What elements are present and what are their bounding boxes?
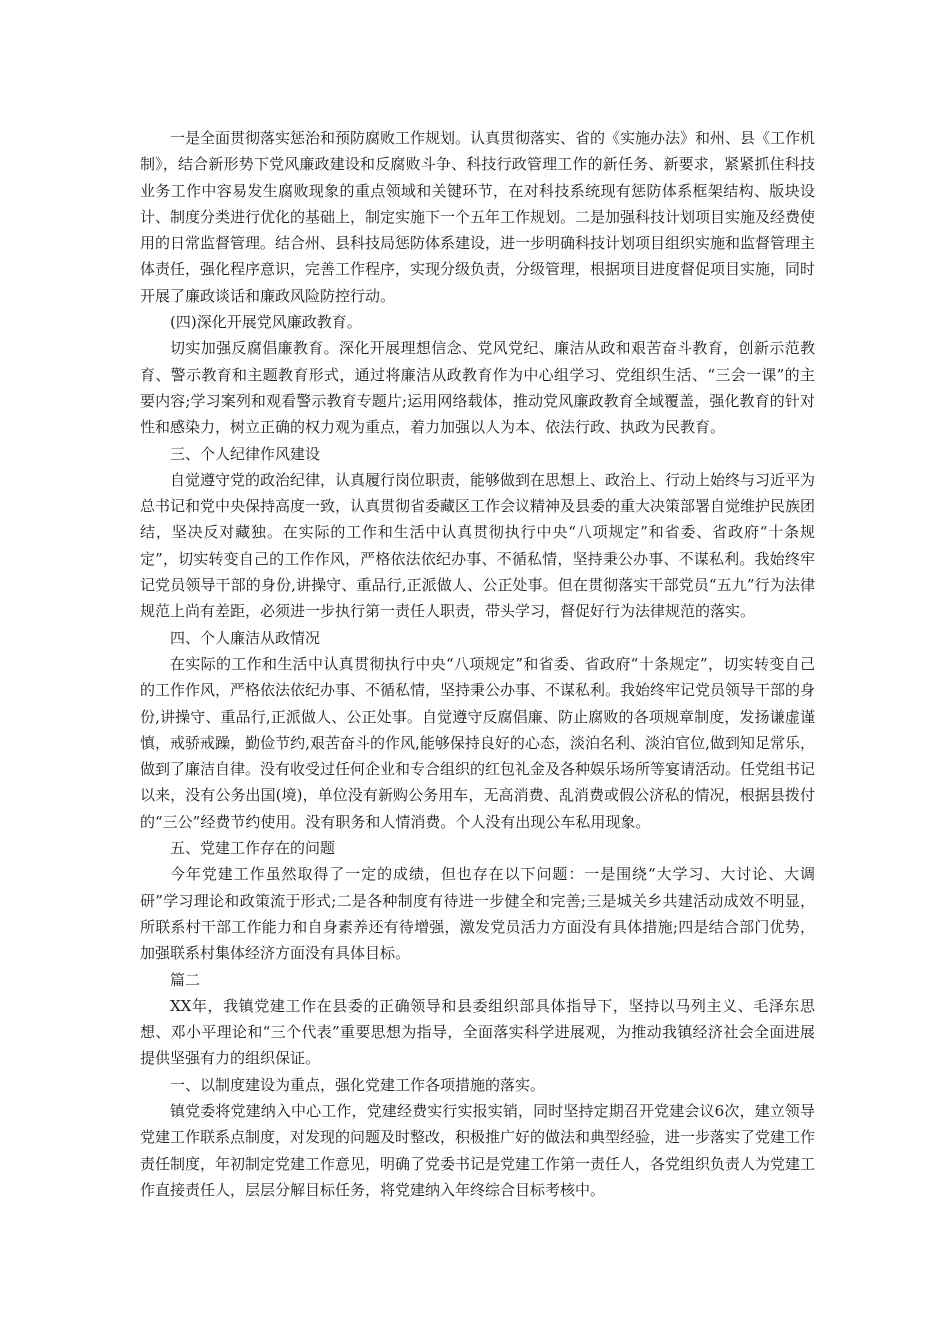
section-heading-1: 一、以制度建设为重点，强化党建工作各项措施的落实。 [170,1075,546,1094]
section-heading-4: (四)深化开展党风廉政教育。 [170,313,362,332]
section-heading-5: 五、党建工作存在的问题 [170,839,336,858]
paragraph-5: 今年党建工作虽然取得了一定的成绩，但也存在以下问题：一是围绕“大学习、大讨论、大调研”学习理论和政策流于形式;二是各种制度有待进一步健全和完善;三是城关乡共建活动成效不明显，所联系村干部工作能力和自身素养还有待增强，激发党员活力方面没有具体措施;四是结合部门优势，加强联系村集体经济方面没有具体目标。 [140,865,815,963]
paragraph-3: 自觉遵守党的政治纪律，认真履行岗位职责，能够做到在思想上、政治上、行动上始终与习近平为总书记和党中央保持高度一致，认真贯彻省委藏区工作会议精神及县委的重大决策部署自觉维护民族团结，坚决反对藏独。在实际的工作和生活中认真贯彻执行中央“八项规定”和省委、省政府“十条规定”，切实转变自己的工作作风，严格依法依纪办事、不循私情，坚持秉公办事、不谋私利。我始终牢记党员领导干部的身份,讲操守、重品行,正派做人、公正处事。但在贯彻落实干部党员“五九”行为法律规范上尚有差距，必须进一步执行第一责任人职责，带头学习，督促好行为法律规范的落实。 [140,470,816,621]
paragraph-4: 在实际的工作和生活中认真贯彻执行中央“八项规定”和省委、省政府“十条规定”，切实转变自己的工作作风，严格依法依纪办事、不循私情，坚持秉公办事、不谋私利。我始终牢记党员领导干部的身份,讲操守、重品行,正派做人、公正处事。自觉遵守反腐倡廉、防止腐败的各项规章制度，发扬谦虚谨慎，戒骄戒躁，勤俭节约,艰苦奋斗的作风,能够保持良好的心态，淡泊名利、淡泊官位,做到知足常乐，做到了廉洁自律。没有收受过任何企业和专合组织的红包礼金及各种娱乐场所等宴请活动。任党组书记以来，没有公务出国(境)，单位没有新购公务用车，无高消费、乱消费或假公济私的情况，根据县拨付的“三公”经费节约使用。没有职务和人情消费。个人没有出现公车私用现象。 [140,654,816,831]
part-heading-2: 篇二 [170,970,201,989]
paragraph-6: XX年，我镇党建工作在县委的正确领导和县委组织部具体指导下，坚持以马列主义、毛泽东思想、邓小平理论和“三个代表”重要思想为指导，全面落实科学进展观，为推动我镇经济社会全面进展提供坚强有力的组织保证。 [140,996,815,1068]
section-heading-4-integrity: 四、个人廉洁从政情况 [170,628,321,647]
document-body [140,125,815,1203]
paragraph-2: 切实加强反腐倡廉教育。深化开展理想信念、党风党纪、廉洁从政和艰苦奋斗教育，创新示范教育、警示教育和主题教育形式，通过将廉洁从政教育作为中心组学习、党组织生活、“三会一课”的主要内容;学习案列和观看警示教育专题片;运用网络载体，推动党风廉政教育全域覆盖，强化教育的针对性和感染力，树立正确的权力观为重点，着力加强以人为本、依法行政、执政为民教育。 [140,339,815,437]
paragraph-7: 镇党委将党建纳入中心工作，党建经费实行实报实销，同时坚持定期召开党建会议6次，建立领导党建工作联系点制度，对发现的问题及时整改，积极推广好的做法和典型经验，进一步落实了党建工作责任制度，年初制定党建工作意见，明确了党委书记是党建工作第一责任人，各党组织负责人为党建工作直接责任人，层层分解目标任务，将党建纳入年终综合目标考核中。 [140,1101,816,1199]
paragraph-1: 一是全面贯彻落实惩治和预防腐败工作规划。认真贯彻落实、省的《实施办法》和州、县《工作机制》，结合新形势下党风廉政建设和反腐败斗争、科技行政管理工作的新任务、新要求，紧紧抓住科技业务工作中容易发生腐败现象的重点领域和关键环节，在对科技系统现有惩防体系框架结构、版块设计、制度分类进行优化的基础上，制定实施下一个五年工作规划。二是加强科技计划项目实施及经费使用的日常监督管理。结合州、县科技局惩防体系建设，进一步明确科技计划项目组织实施和监督管理主体责任，强化程序意识，完善工作程序，实现分级负责，分级管理，根据项目进度督促项目实施，同时开展了廉政谈话和廉政风险防控行动。 [140,129,816,305]
section-heading-3: 三、个人纪律作风建设 [170,444,321,463]
